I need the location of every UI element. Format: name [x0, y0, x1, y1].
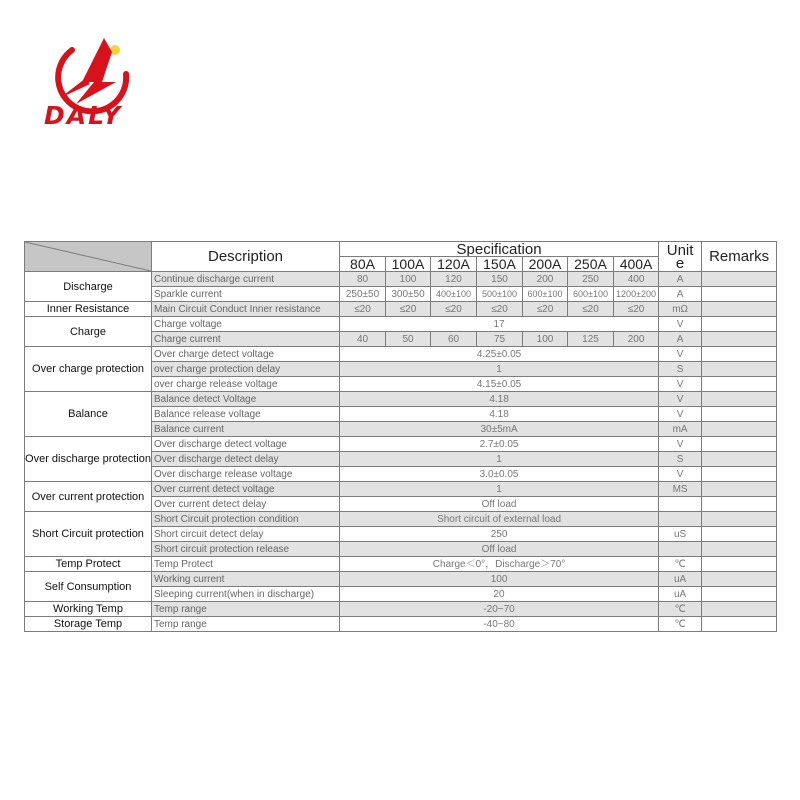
remarks-cell — [702, 317, 777, 332]
value-cell: 1 — [340, 482, 659, 497]
value-cell: Off load — [340, 497, 659, 512]
unit-cell: ℃ — [659, 617, 702, 632]
value-cell: 100 — [340, 572, 659, 587]
parameter-label: Continue discharge current — [152, 272, 340, 287]
header-specification: Specification — [340, 242, 659, 257]
unit-cell: uS — [659, 527, 702, 542]
remarks-cell — [702, 467, 777, 482]
spec-table — [24, 241, 777, 632]
value-cell: 1 — [340, 362, 659, 377]
unit-cell — [659, 542, 702, 557]
value-cell: 1 — [340, 452, 659, 467]
unit-cell: A — [659, 287, 702, 302]
parameter-label: Short Circuit protection condition — [152, 512, 340, 527]
value-cell: 20 — [340, 587, 659, 602]
header-remarks: Remarks — [702, 242, 777, 272]
table-row — [25, 512, 777, 527]
value-cell: 120 — [431, 272, 477, 287]
value-cell: -40~80 — [340, 617, 659, 632]
remarks-cell — [702, 587, 777, 602]
category-label: Balance — [25, 392, 152, 437]
value-cell: 200 — [614, 332, 659, 347]
table-row — [25, 602, 777, 617]
remarks-cell — [702, 572, 777, 587]
category-label: Self Consumption — [25, 572, 152, 602]
unit-cell: MS — [659, 482, 702, 497]
category-label: Discharge — [25, 272, 152, 302]
parameter-label: Charge voltage — [152, 317, 340, 332]
table-row — [25, 557, 777, 572]
category-label: Over current protection — [25, 482, 152, 512]
value-cell: 4.18 — [340, 392, 659, 407]
value-cell: 75 — [477, 332, 523, 347]
parameter-label: over charge release voltage — [152, 377, 340, 392]
parameter-label: Over discharge detect delay — [152, 452, 340, 467]
remarks-cell — [702, 332, 777, 347]
table-row — [25, 392, 777, 407]
parameter-label: Balance current — [152, 422, 340, 437]
unit-cell: V — [659, 317, 702, 332]
value-cell: 3.0±0.05 — [340, 467, 659, 482]
parameter-label: Main Circuit Conduct Inner resistance — [152, 302, 340, 317]
value-cell: 100 — [523, 332, 568, 347]
header-amp-2: 120A — [431, 257, 477, 272]
parameter-label: Charge current — [152, 332, 340, 347]
value-cell: 30±5mA — [340, 422, 659, 437]
brand-name: DALY — [44, 101, 123, 130]
unit-cell: ℃ — [659, 602, 702, 617]
unit-cell: S — [659, 452, 702, 467]
category-label: Over discharge protection — [25, 437, 152, 482]
unit-cell: V — [659, 407, 702, 422]
unit-cell: uA — [659, 572, 702, 587]
value-cell: 300±50 — [386, 287, 431, 302]
remarks-cell — [702, 542, 777, 557]
remarks-cell — [702, 617, 777, 632]
value-cell: ≤20 — [614, 302, 659, 317]
value-cell: 80 — [340, 272, 386, 287]
parameter-label: Over current detect voltage — [152, 482, 340, 497]
unit-cell: uA — [659, 587, 702, 602]
unit-cell: V — [659, 377, 702, 392]
table-row — [25, 482, 777, 497]
category-label: Inner Resistance — [25, 302, 152, 317]
table-row — [25, 572, 777, 587]
remarks-cell — [702, 602, 777, 617]
value-cell: 250±50 — [340, 287, 386, 302]
value-cell: 40 — [340, 332, 386, 347]
parameter-label: over charge protection delay — [152, 362, 340, 377]
parameter-label: Over discharge detect voltage — [152, 437, 340, 452]
table-row — [25, 272, 777, 287]
header-corner — [25, 242, 152, 272]
table-row — [25, 617, 777, 632]
value-cell: 17 — [340, 317, 659, 332]
remarks-cell — [702, 497, 777, 512]
unit-cell: A — [659, 332, 702, 347]
value-cell: 150 — [477, 272, 523, 287]
category-label: Over charge protection — [25, 347, 152, 392]
value-cell: ≤20 — [386, 302, 431, 317]
category-label: Temp Protect — [25, 557, 152, 572]
value-cell: Short circuit of external load — [340, 512, 659, 527]
parameter-label: Over current detect delay — [152, 497, 340, 512]
header-amp-4: 200A — [523, 257, 568, 272]
parameter-label: Temp range — [152, 602, 340, 617]
parameter-label: Over discharge release voltage — [152, 467, 340, 482]
unit-cell — [659, 512, 702, 527]
unit-cell: mΩ — [659, 302, 702, 317]
remarks-cell — [702, 347, 777, 362]
remarks-cell — [702, 362, 777, 377]
value-cell: 125 — [568, 332, 614, 347]
remarks-cell — [702, 392, 777, 407]
parameter-label: Short circuit protection release — [152, 542, 340, 557]
parameter-label: Temp Protect — [152, 557, 340, 572]
table-row — [25, 437, 777, 452]
unit-cell: mA — [659, 422, 702, 437]
remarks-cell — [702, 287, 777, 302]
parameter-label: Sleeping current(when in discharge) — [152, 587, 340, 602]
value-cell: 60 — [431, 332, 477, 347]
header-amp-0: 80A — [340, 257, 386, 272]
remarks-cell — [702, 272, 777, 287]
unit-cell: S — [659, 362, 702, 377]
remarks-cell — [702, 377, 777, 392]
header-amp-5: 250A — [568, 257, 614, 272]
value-cell: -20~70 — [340, 602, 659, 617]
value-cell: ≤20 — [523, 302, 568, 317]
value-cell: 600±100 — [568, 287, 614, 302]
value-cell: Off load — [340, 542, 659, 557]
value-cell: 600±100 — [523, 287, 568, 302]
category-label: Working Temp — [25, 602, 152, 617]
value-cell: 500±100 — [477, 287, 523, 302]
value-cell: 250 — [340, 527, 659, 542]
value-cell: ≤20 — [477, 302, 523, 317]
value-cell: 400 — [614, 272, 659, 287]
remarks-cell — [702, 452, 777, 467]
header-amp-3: 150A — [477, 257, 523, 272]
table-row — [25, 317, 777, 332]
parameter-label: Short circuit detect delay — [152, 527, 340, 542]
parameter-label: Working current — [152, 572, 340, 587]
parameter-label: Temp range — [152, 617, 340, 632]
parameter-label: Sparkle current — [152, 287, 340, 302]
remarks-cell — [702, 407, 777, 422]
value-cell: 200 — [523, 272, 568, 287]
parameter-label: Balance release voltage — [152, 407, 340, 422]
parameter-label: Over charge detect voltage — [152, 347, 340, 362]
remarks-cell — [702, 512, 777, 527]
unit-cell — [659, 497, 702, 512]
unit-cell: V — [659, 392, 702, 407]
value-cell: 4.25±0.05 — [340, 347, 659, 362]
category-label: Short Circuit protection — [25, 512, 152, 557]
unit-cell: V — [659, 437, 702, 452]
remarks-cell — [702, 482, 777, 497]
parameter-label: Balance detect Voltage — [152, 392, 340, 407]
table-row — [25, 347, 777, 362]
unit-cell: ℃ — [659, 557, 702, 572]
value-cell: 1200±200 — [614, 287, 659, 302]
unit-cell: A — [659, 272, 702, 287]
remarks-cell — [702, 557, 777, 572]
header-unit: Unit e — [659, 242, 702, 272]
value-cell: 250 — [568, 272, 614, 287]
header-amp-6: 400A — [614, 257, 659, 272]
value-cell: ≤20 — [568, 302, 614, 317]
value-cell: 4.18 — [340, 407, 659, 422]
header-description: Description — [152, 242, 340, 272]
value-cell: ≤20 — [431, 302, 477, 317]
header-amp-1: 100A — [386, 257, 431, 272]
table-row — [25, 302, 777, 317]
remarks-cell — [702, 437, 777, 452]
remarks-cell — [702, 302, 777, 317]
category-label: Charge — [25, 317, 152, 347]
value-cell: 4.15±0.05 — [340, 377, 659, 392]
value-cell: 400±100 — [431, 287, 477, 302]
unit-cell: V — [659, 467, 702, 482]
category-label: Storage Temp — [25, 617, 152, 632]
value-cell: 2.7±0.05 — [340, 437, 659, 452]
unit-cell: V — [659, 347, 702, 362]
value-cell: Charge＜0°，Discharge＞70° — [340, 557, 659, 572]
value-cell: 100 — [386, 272, 431, 287]
value-cell: ≤20 — [340, 302, 386, 317]
remarks-cell — [702, 422, 777, 437]
value-cell: 50 — [386, 332, 431, 347]
remarks-cell — [702, 527, 777, 542]
